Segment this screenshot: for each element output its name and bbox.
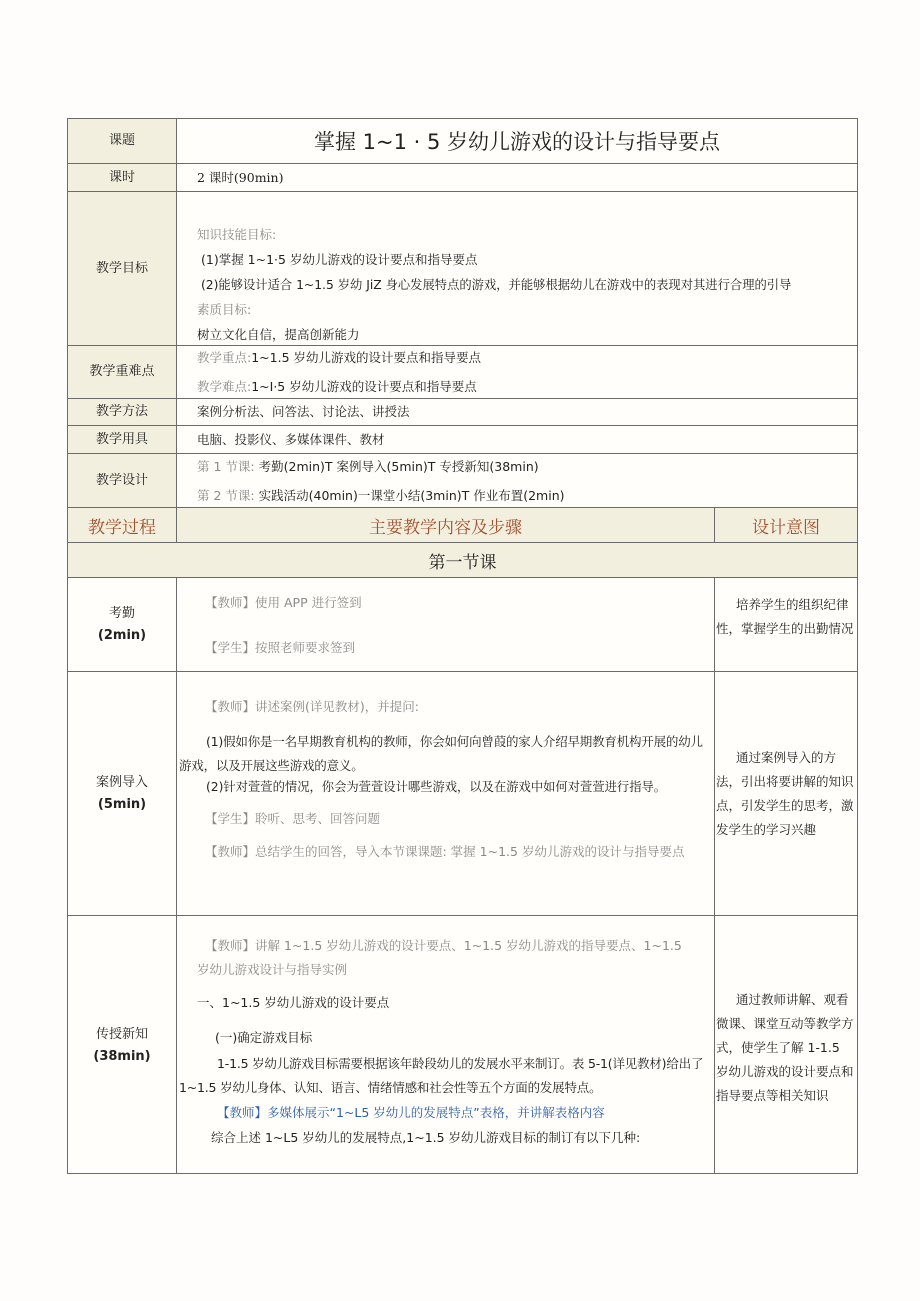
hours-value: 2 课时(90min) — [197, 170, 284, 185]
knowledge-intent-cell — [714, 915, 858, 1174]
intro-student: 【学生】聆听、思考、回答问题 — [205, 811, 381, 826]
knowledge-para-1: 1-1.5 岁幼儿游戏目标需要根据该年龄段幼儿的发展水平来制订。表 5-1(详见教材)给出了 1~1.5 岁幼儿身体、认知、语言、情绪情感和社会性等五个方面的发展特点。 — [179, 1056, 704, 1095]
goals-cell — [176, 191, 858, 346]
goal-item-1: (1)掌握 1~1·5 岁幼儿游戏的设计要点和指导要点 — [201, 252, 478, 267]
lesson-title: 掌握 1~1 · 5 岁幼儿游戏的设计与指导要点 — [176, 118, 858, 164]
intro-teacher-2: 【教师】总结学生的回答，导入本节课课题: 掌握 1~1.5 岁幼儿游戏的设计与指导要点 — [205, 844, 685, 859]
attendance-stage — [67, 577, 177, 672]
knowledge-time: (38min) — [93, 1049, 151, 1064]
process-header-content: 主要教学内容及步骤 — [176, 507, 715, 543]
goals-row — [67, 191, 858, 346]
section-heading: 第一节课 — [67, 542, 858, 578]
intro-question-2: (2)针对萱萱的情况，你会为萱萱设计哪些游戏，以及在游戏中如何对萱萱进行指导。 — [206, 780, 667, 794]
key-points-label: 教学重难点 — [67, 345, 177, 399]
title-label: 课题 — [67, 118, 177, 164]
section-row — [67, 542, 858, 578]
method-label: 教学方法 — [67, 398, 177, 426]
tools-cell — [176, 425, 858, 454]
tools-row — [67, 425, 858, 454]
knowledge-sub-1: (一)确定游戏目标 — [215, 1030, 313, 1045]
hours-label: 课时 — [67, 163, 177, 192]
method-cell — [176, 398, 858, 426]
attendance-intent: 培养学生的组织纪律性，掌握学生的出勤情况 — [716, 597, 854, 636]
key-point-text: 1~1.5 岁幼儿游戏的设计要点和指导要点 — [251, 350, 481, 365]
intro-intent: 通过案例导入的方法，引出将要讲解的知识点，引发学生的思考，激发学生的学习兴趣 — [716, 750, 854, 837]
knowledge-heading: 知识技能目标: — [197, 227, 277, 242]
knowledge-teacher-2: 【教师】多媒体展示“1~L5 岁幼儿的发展特点”表格，并讲解表格内容 — [217, 1105, 605, 1120]
title-row — [67, 118, 858, 164]
session2-plan: 实践活动(40min)一课堂小结(3min)T 作业布置(2min) — [258, 488, 565, 503]
intro-label: 案例导入 — [95, 774, 148, 790]
goal-item-2: (2)能够设计适合 1~1.5 岁幼 JiZ 身心发展特点的游戏，并能够根据幼儿在游戏中的表现对其进行合理的引导 — [201, 278, 792, 292]
key-points-row — [67, 345, 858, 399]
knowledge-stage — [67, 915, 177, 1174]
quality-heading: 素质目标: — [197, 302, 252, 317]
intro-question-1: (1)假如你是一名早期教育机构的教师，你会如何向曾葭的家人介绍早期教育机构开展的幼儿游戏，以及开展这些游戏的意义。 — [179, 734, 703, 773]
intro-stage — [67, 671, 177, 916]
knowledge-content — [176, 915, 715, 1174]
hours-row — [67, 163, 858, 192]
intro-content — [176, 671, 715, 916]
knowledge-teacher-1: 【教师】讲解 1~1.5 岁幼儿游戏的设计要点、1~1.5 岁幼儿游戏的指导要点、1~1.5 岁幼儿游戏设计与指导实例 — [197, 938, 682, 977]
session1-label: 第 1 节课: — [197, 459, 255, 474]
knowledge-label: 传授新知 — [95, 1027, 148, 1042]
goals-label: 教学目标 — [67, 191, 177, 346]
knowledge-row — [67, 915, 858, 1174]
design-cell — [176, 453, 858, 508]
intro-row — [67, 671, 858, 916]
process-header-intent: 设计意图 — [714, 507, 858, 543]
tools-label: 教学用具 — [67, 425, 177, 454]
attendance-intent-cell — [714, 577, 858, 672]
hard-point-text: 1~I·5 岁幼儿游戏的设计要点和指导要点 — [251, 379, 477, 394]
intro-time: (5min) — [97, 796, 147, 812]
attendance-student: 【学生】按照老师要求签到 — [205, 640, 356, 655]
knowledge-para-2: 综合上述 1~L5 岁幼儿的发展特点,1~1.5 岁幼儿游戏目标的制订有以下几种: — [211, 1130, 641, 1145]
intro-intent-cell — [714, 671, 858, 916]
process-header-stage: 教学过程 — [67, 507, 177, 543]
hours-cell — [176, 163, 858, 192]
method-row — [67, 398, 858, 426]
key-points-cell — [176, 345, 858, 399]
intro-teacher-1: 【教师】讲述案例(详见教材)，并提问: — [205, 699, 419, 714]
tools-value: 电脑、投影仪、多媒体课件、教材 — [197, 432, 385, 447]
hard-point-label: 教学难点: — [197, 379, 252, 394]
method-value: 案例分析法、问答法、讨论法、讲授法 — [197, 404, 410, 419]
design-label: 教学设计 — [67, 453, 177, 508]
attendance-label: 考勤 — [108, 605, 135, 621]
knowledge-intent: 通过教师讲解、观看微课、课堂互动等教学方式，使学生了解 1-1.5 岁幼儿游戏的设计要点和指导要点等相关知识 — [716, 992, 854, 1103]
quality-goal: 树立文化自信，提高创新能力 — [197, 327, 360, 342]
attendance-teacher: 【教师】使用 APP 进行签到 — [205, 595, 362, 610]
session1-plan: 考勤(2min)T 案例导入(5min)T 专授新知(38min) — [258, 459, 539, 474]
session2-label: 第 2 节课: — [197, 488, 255, 503]
knowledge-heading-1: 一、1~1.5 岁幼儿游戏的设计要点 — [197, 995, 390, 1010]
attendance-row — [67, 577, 858, 672]
design-row — [67, 453, 858, 508]
process-header-row — [67, 507, 858, 543]
attendance-content — [176, 577, 715, 672]
key-point-label: 教学重点: — [197, 350, 252, 365]
attendance-time: (2min) — [97, 627, 147, 643]
